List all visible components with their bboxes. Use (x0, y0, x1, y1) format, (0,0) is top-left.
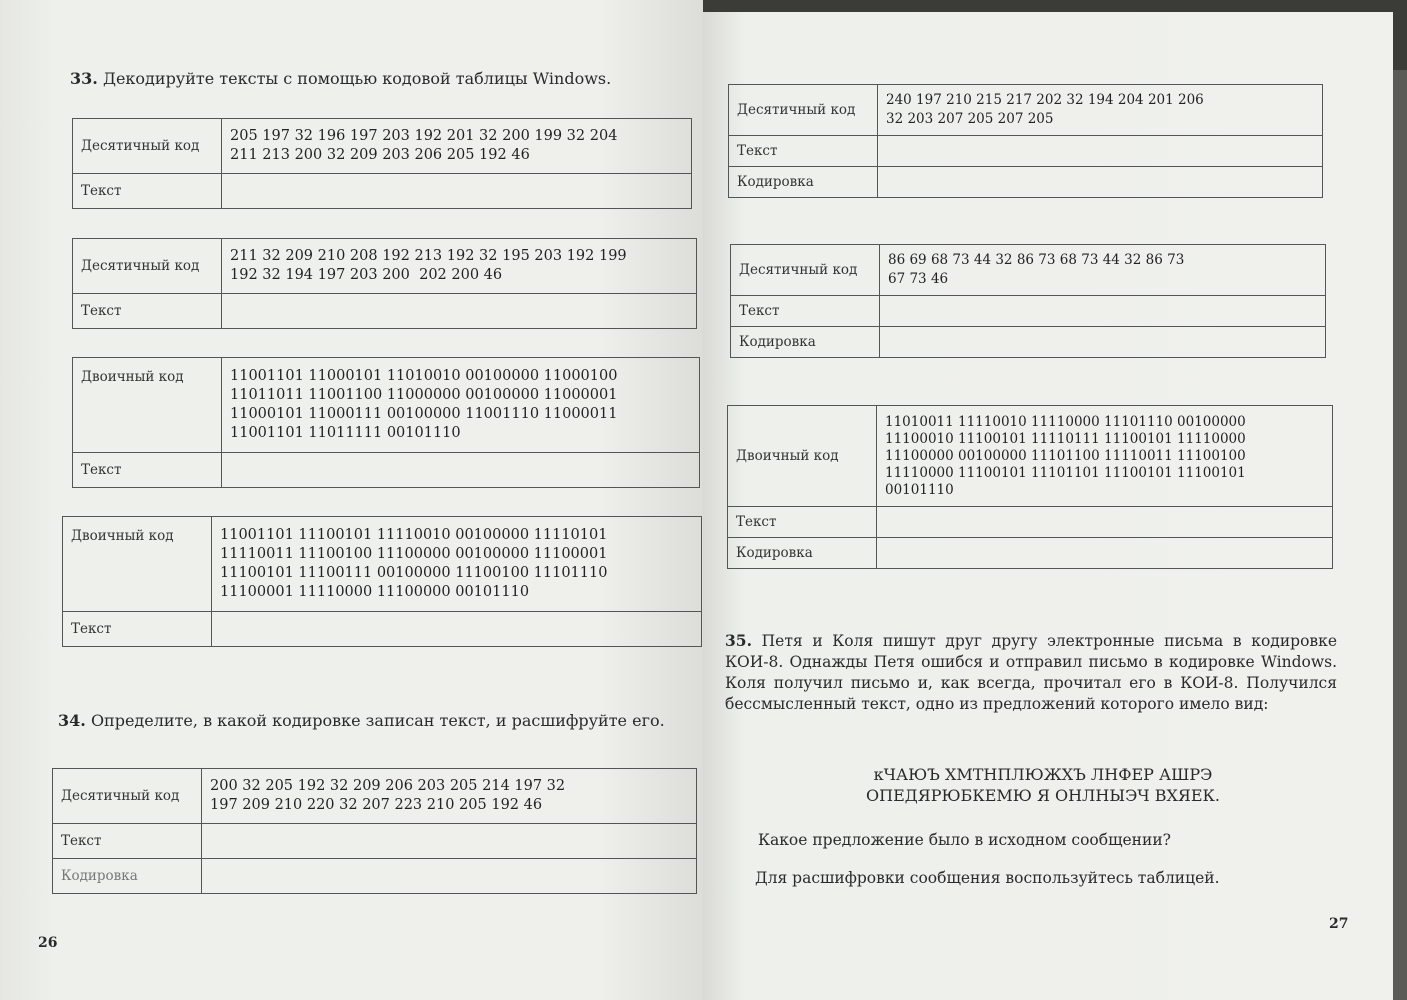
task34-heading (58, 710, 698, 732)
table-label: Кодировка (729, 167, 878, 198)
code-value: 11001101 11100101 11110010 00100000 11110101 11110011 11100100 11100000 00100000 11100001 11100101 11100111 00100000 11100100 11101110 11100001 11110000 11100000 00101110 (212, 517, 702, 612)
page-number-left: 26 (38, 935, 58, 951)
task34-table (52, 768, 697, 894)
table-label: Десятичный код (729, 85, 878, 136)
table-label: Кодировка (731, 327, 880, 358)
task35-number: 35. (725, 631, 752, 650)
task33-number: 33. (70, 69, 98, 88)
table-label: Двоичный код (73, 358, 222, 453)
table-label: Текст (53, 824, 202, 859)
right-page (703, 12, 1393, 1000)
answer-cell[interactable] (222, 294, 697, 329)
answer-cell[interactable] (202, 824, 697, 859)
task33-table-2 (72, 238, 697, 329)
answer-cell[interactable] (877, 538, 1333, 569)
table-label: Двоичный код (728, 406, 877, 507)
table-label: Текст (73, 294, 222, 329)
table-label: Кодировка (53, 859, 202, 894)
table-label: Десятичный код (731, 245, 880, 296)
page-number-right: 27 (1329, 916, 1349, 932)
right-table-1 (728, 84, 1323, 198)
garbled-text (803, 764, 1283, 806)
code-value: 11001101 11000101 11010010 00100000 11000100 11011011 11001100 11000000 00100000 11000001 11000101 11000111 00100000 11001110 11000011 11001101 11011111 00101110 (222, 358, 700, 453)
task35-hint: Для расшифровки сообщения воспользуйтесь таблицей. (755, 869, 1220, 887)
task34-number: 34. (58, 711, 86, 730)
answer-cell[interactable] (878, 167, 1323, 198)
table-label: Текст (73, 453, 222, 488)
table-label: Десятичный код (53, 769, 202, 824)
code-value: 240 197 210 215 217 202 32 194 204 201 206 32 203 207 205 207 205 (878, 85, 1323, 136)
table-label: Десятичный код (73, 119, 222, 174)
right-table-3 (727, 405, 1333, 569)
task33-table-1 (72, 118, 692, 209)
answer-cell[interactable] (212, 612, 702, 647)
table-label: Текст (729, 136, 878, 167)
code-value: 205 197 32 196 197 203 192 201 32 200 199 32 204 211 213 200 32 209 203 206 205 192 46 (222, 119, 692, 174)
code-value: 211 32 209 210 208 192 213 192 32 195 203 192 199 192 32 194 197 203 200 202 200 46 (222, 239, 697, 294)
table-label: Текст (73, 174, 222, 209)
task33-text: Декодируйте тексты с помощью кодовой таблицы Windows. (102, 69, 612, 88)
task35-question: Какое предложение было в исходном сообщении? (758, 831, 1171, 849)
answer-cell[interactable] (877, 507, 1333, 538)
table-label: Текст (731, 296, 880, 327)
answer-cell[interactable] (222, 174, 692, 209)
right-table-2 (730, 244, 1326, 358)
table-label: Кодировка (728, 538, 877, 569)
code-value: 11010011 11110010 11110000 11101110 00100000 11100010 11100101 11110111 11100101 11110000 11100000 00100000 11101100 11110011 11100100 11110000 11100101 11101101 11100101 11100101 00101110 (877, 406, 1333, 507)
book-edge (1393, 70, 1407, 1000)
left-page (0, 0, 703, 1000)
table-label: Текст (728, 507, 877, 538)
answer-cell[interactable] (222, 453, 700, 488)
code-value: 86 69 68 73 44 32 86 73 68 73 44 32 86 73 67 73 46 (880, 245, 1326, 296)
garbled-line-1: кЧАЮЪ ХМТНПЛЮЖХЪ ЛНФЕР АШРЭ (873, 765, 1213, 784)
answer-cell[interactable] (878, 136, 1323, 167)
task35-text: Петя и Коля пишут друг другу электронные письма в кодировке КОИ-8. Однажды Петя ошибся и отправил письмо в кодировке Windows. Коля получил письмо и, как всегда, прочитал его в КОИ-8. Получился бессмысленный текст, одно из предложений которого имело вид: (725, 632, 1337, 713)
table-label: Текст (63, 612, 212, 647)
task33-table-4 (62, 516, 702, 647)
table-label: Двоичный код (63, 517, 212, 612)
task34-text: Определите, в какой кодировке записан текст, и расшифруйте его. (90, 711, 665, 730)
code-value: 200 32 205 192 32 209 206 203 205 214 197 32 197 209 210 220 32 207 223 210 205 192 46 (202, 769, 697, 824)
garbled-line-2: ОПЕДЯРЮБКЕМЮ Я ОНЛНЫЭЧ ВХЯЕК. (866, 786, 1220, 805)
task35-paragraph (725, 630, 1337, 715)
answer-cell[interactable] (202, 859, 697, 894)
task33-heading (70, 68, 670, 90)
table-label: Десятичный код (73, 239, 222, 294)
answer-cell[interactable] (880, 327, 1326, 358)
task33-table-3 (72, 357, 700, 488)
answer-cell[interactable] (880, 296, 1326, 327)
